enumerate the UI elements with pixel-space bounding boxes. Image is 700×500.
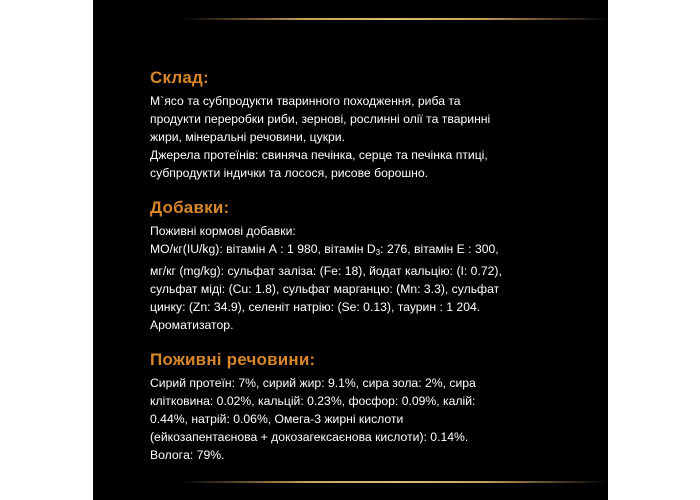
composition-text [150,92,570,182]
composition-line: Джерела протеїнів: свиняча печінка, серце та печінка птиці, [150,148,488,162]
composition-line: жири, мінеральні речовини, цукри. [150,130,346,144]
nutrients-line: клітковина: 0.02%, кальцій: 0.23%, фосфор: 0.09%, калій: [150,394,476,408]
additives-line: Поживні кормові добавки: [150,224,296,238]
vitamin-text: МО/кг(IU/kg): вітамін А : 1 980, вітамін D [150,242,376,256]
top-gold-divider [181,18,608,20]
nutrients-line: (ейкозапентаєнова + докозагексаєнова кислоти): 0.14%. [150,430,469,444]
nutrients-line: 0.44%, натрій: 0.06%, Омега-3 жирні кислоти [150,412,404,426]
additives-line: мг/кг (mg/kg): сульфат заліза: (Fe: 18), йодат кальцію: (I: 0.72), [150,264,502,278]
additives-line: Ароматизатор. [150,318,234,332]
additives-heading: Добавки: [150,198,230,217]
composition-line: продукти переробки риби, зернові, рослинні олії та тваринні [150,112,491,126]
additives-text [150,222,570,334]
bottom-gold-divider [181,481,608,483]
composition-heading: Склад: [150,68,209,87]
additives-line: цинку: (Zn: 34.9), селеніт натрію: (Se: 0.13), таурин : 1 204. [150,300,481,314]
composition-line: субпродукти індички та лосося, рисове борошно. [150,166,429,180]
label-panel [93,0,608,500]
nutrients-section [150,350,570,464]
label-content [150,68,570,480]
nutrients-heading: Поживні речовини: [150,350,316,369]
composition-section [150,68,570,182]
additives-line [150,240,570,262]
vitamin-text: : 276, вітамін Е : 300, [380,242,499,256]
additives-line: сульфат міді: (Cu: 1.8), сульфат марганцю: (Mn: 3.3), сульфат [150,282,500,296]
additives-section [150,198,570,334]
vitamin-d-subscript: 3 [375,248,381,257]
nutrients-text [150,374,570,464]
nutrients-line: Вологa: 79%. [150,448,225,462]
composition-line: М`ясо та субпродукти тваринного походження, риба та [150,94,461,108]
nutrients-line: Сирий протеїн: 7%, сирий жир: 9.1%, сира зола: 2%, сира [150,376,476,390]
